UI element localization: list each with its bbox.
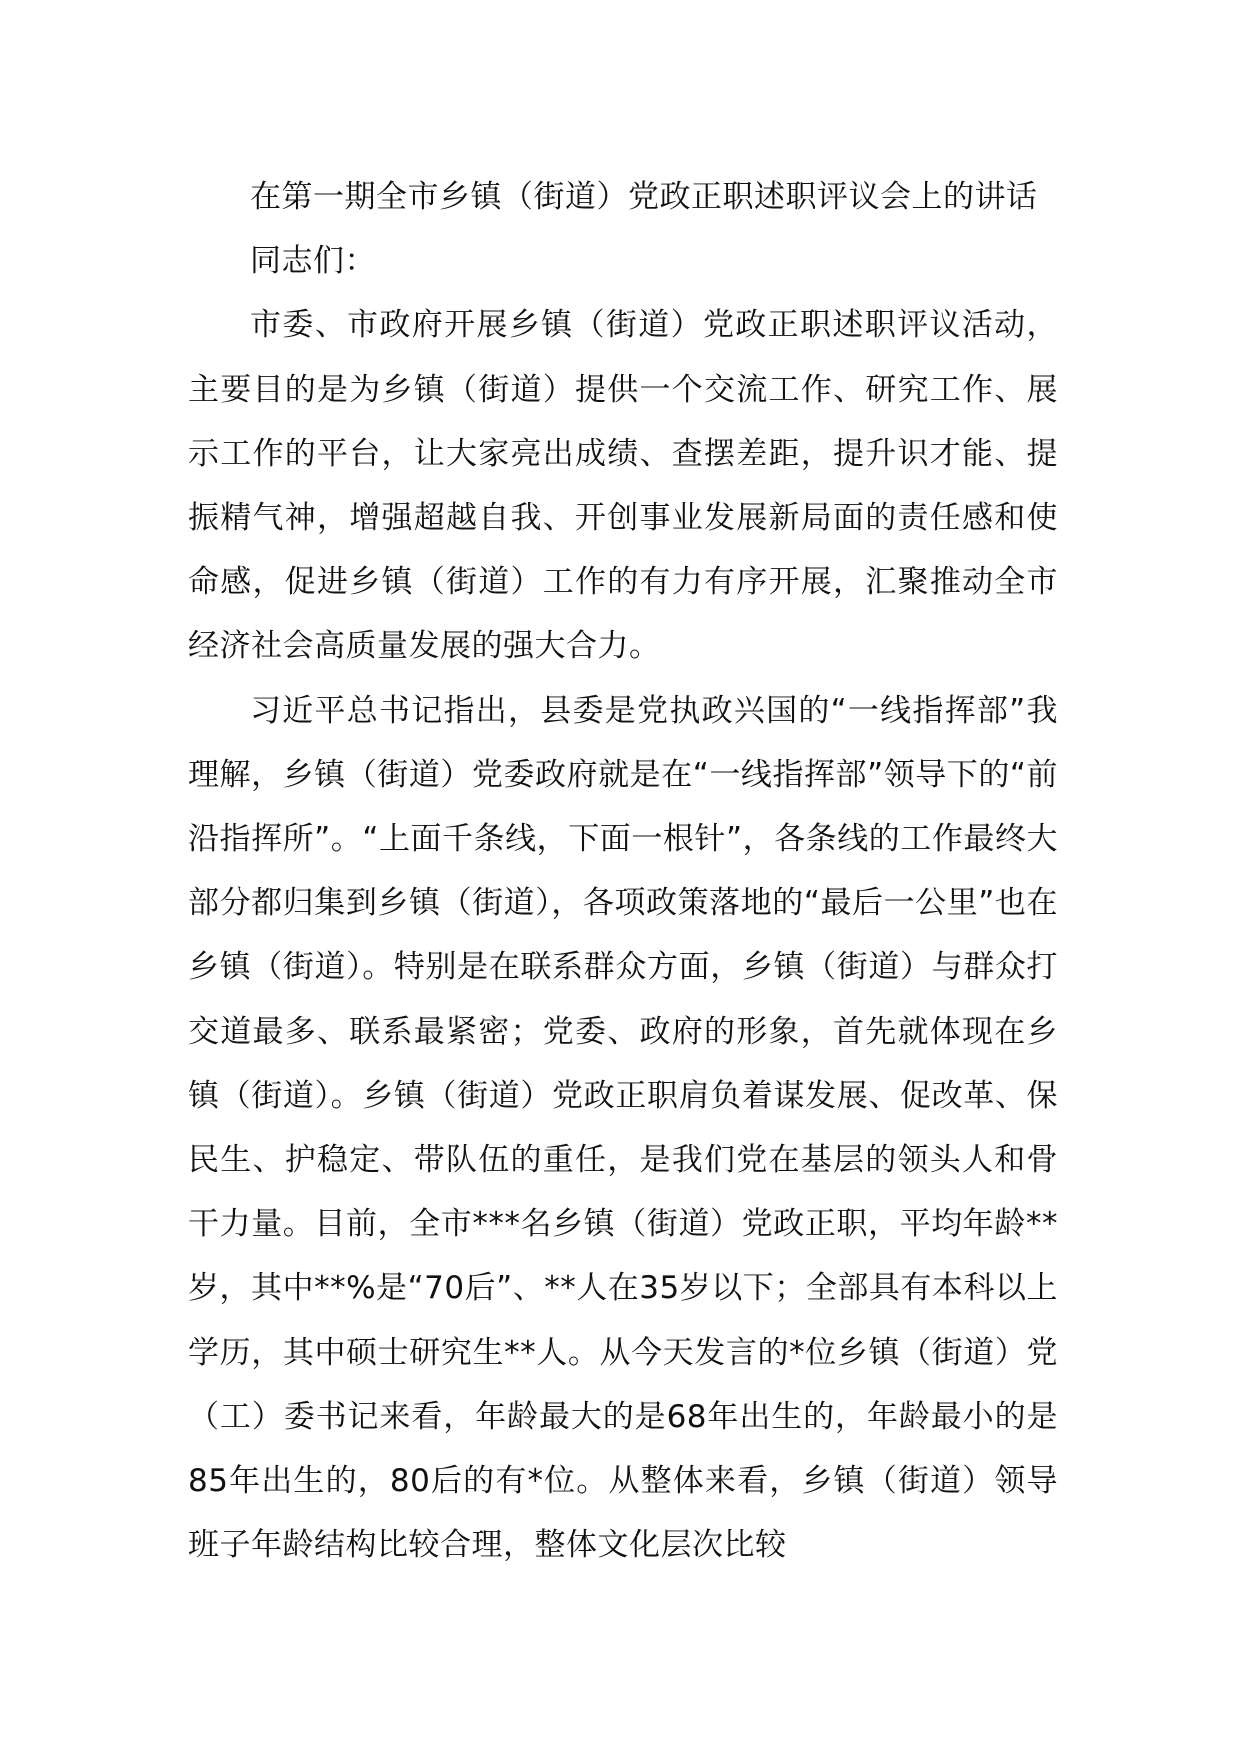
paragraph-2: 习近平总书记指出，县委是党执政兴国的“一线指挥部”我理解，乡镇（街道）党委政府就是在“一线指挥部”领导下的“前沿指挥所”。“上面千条线，下面一根针”，各条线的工作最终大部分都归集到乡镇（街道），各项政策落地的“最后一公里”也在乡镇（街道）。特别是在联系群众方面，乡镇（街道）与群众打交道最多、联系最紧密；党委、政府的形象，首先就体现在乡镇（街道）。乡镇（街道）党政正职肩负着谋发展、促改革、保民生、护稳定、带队伍的重任，是我们党在基层的领头人和骨干力量。目前，全市***名乡镇（街道）党政正职，平均年龄**岁，其中**%是“70后”、**人在35岁以下；全部具有本科以上学历，其中硕士研究生**人。从今天发言的*位乡镇（街道）党（工）委书记来看，年龄最大的是68年出生的，年龄最小的是85年出生的，80后的有*位。从整体来看，乡镇（街道）领导班子年龄结构比较合理，整体文化层次比较: [188, 692, 1058, 1564]
paragraph-1: 市委、市政府开展乡镇（街道）党政正职述职评议活动，主要目的是为乡镇（街道）提供一个交流工作、研究工作、展示工作的平台，让大家亮出成绩、查摆差距，提升识才能、提振精气神，增强超越自我、开创事业发展新局面的责任感和使命感，促进乡镇（街道）工作的有力有序开展，汇聚推动全市经济社会高质量发展的强大合力。: [188, 307, 1058, 665]
salutation: 同志们：: [250, 243, 376, 280]
document-title: 在第一期全市乡镇（街道）党政正职述职评议会上的讲话: [250, 179, 1038, 215]
document-page: [188, 165, 1058, 1577]
